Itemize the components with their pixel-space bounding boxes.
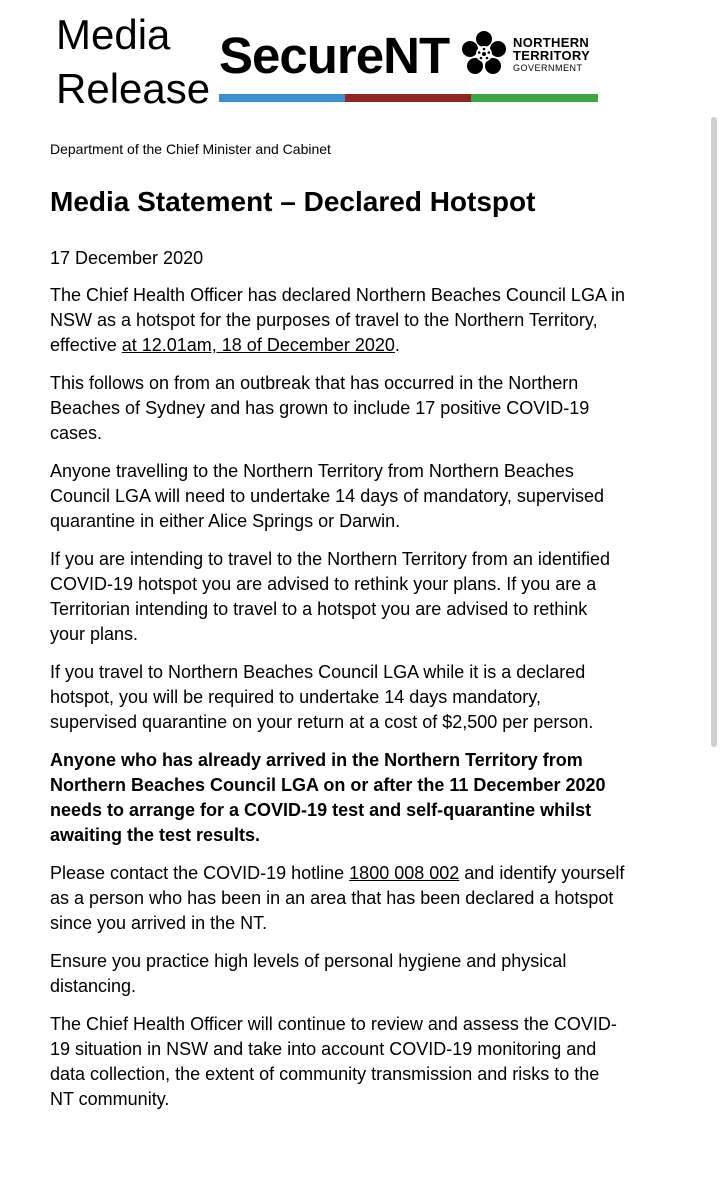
paragraph-rethink-plans: If you are intending to travel to the Northern Territory from an identified COVID-19 hotspot you are advised to rethink your plans. If you are a Territorian intending to travel to a hotspot you are advised to rethink your plans. [50,549,610,644]
ntg-wordmark-territory: TERRITORY [513,48,591,63]
paragraph-quarantine: Anyone travelling to the Northern Territory from Northern Beaches Council LGA will need to undertake 14 days of mandatory, supervised quarantine in either Alice Springs or Darwin. [50,461,604,531]
ntg-wordmark-government: GOVERNMENT [513,63,583,73]
paragraph-hotline-text: Please contact the COVID-19 hotline [50,863,350,883]
logo-bar-red [345,94,471,102]
statement-body [50,246,625,1125]
document-header [0,0,725,115]
paragraph-hotline [50,861,625,936]
paragraph-review: The Chief Health Officer will continue to review and assess the COVID-19 situation in NSW and take into account COVID-19 monitoring and data collection, the extent of community transmission and risks to the NT community. [50,1014,617,1109]
paragraph-travel-cost: If you travel to Northern Beaches Council LGA while it is a declared hotspot, you will be required to undertake 14 days mandatory, supervised quarantine on your return at a cost of $2,500 per person. [50,662,594,732]
logo-bar-green [471,94,598,102]
ntg-wordmark [513,36,590,75]
vertical-scrollbar[interactable] [711,117,717,747]
paragraph-testing-notice: Anyone who has already arrived in the Northern Territory from Northern Beaches Council LGA on or after the 11 December 2020 needs to arrange for a COVID-19 test and self-quarantine whilst awaiting the test results. [50,750,606,845]
paragraph-declaration-end: . [394,335,400,355]
ntg-flower-logo-icon [460,30,508,78]
paragraph-declaration-text: The Chief Health Officer has declared Northern Beaches Council LGA in NSW as a hotspot for the purposes of travel to the Northern Territory, effective [50,285,625,355]
ntg-wordmark-northern: NORTHERN [513,35,590,50]
statement-date: 17 December 2020 [50,248,204,268]
hotline-phone-link[interactable]: 1800 008 002 [349,863,460,883]
paragraph-hotline-end: and identify yourself as a person who has been in an area that has been declared a hotspot since you arrived in the NT. [50,863,625,933]
paragraph-declaration [50,283,625,358]
media-release-label-line2: Release [56,65,211,112]
department-name: Department of the Chief Minister and Cabinet [50,141,331,157]
statement-title: Media Statement – Declared Hotspot [50,186,536,217]
paragraph-hygiene: Ensure you practice high levels of personal hygiene and physical distancing. [50,951,567,996]
logo-bar-blue [219,94,345,102]
effective-time-link[interactable]: at 12.01am, 18 of December 2020 [121,335,395,355]
paragraph-outbreak: This follows on from an outbreak that has occurred in the Northern Beaches of Sydney and has grown to include 17 positive COVID-19 cases. [50,373,590,443]
media-release-label-line1: Media [56,11,171,58]
securent-logo-text: SecureNT [219,27,450,84]
